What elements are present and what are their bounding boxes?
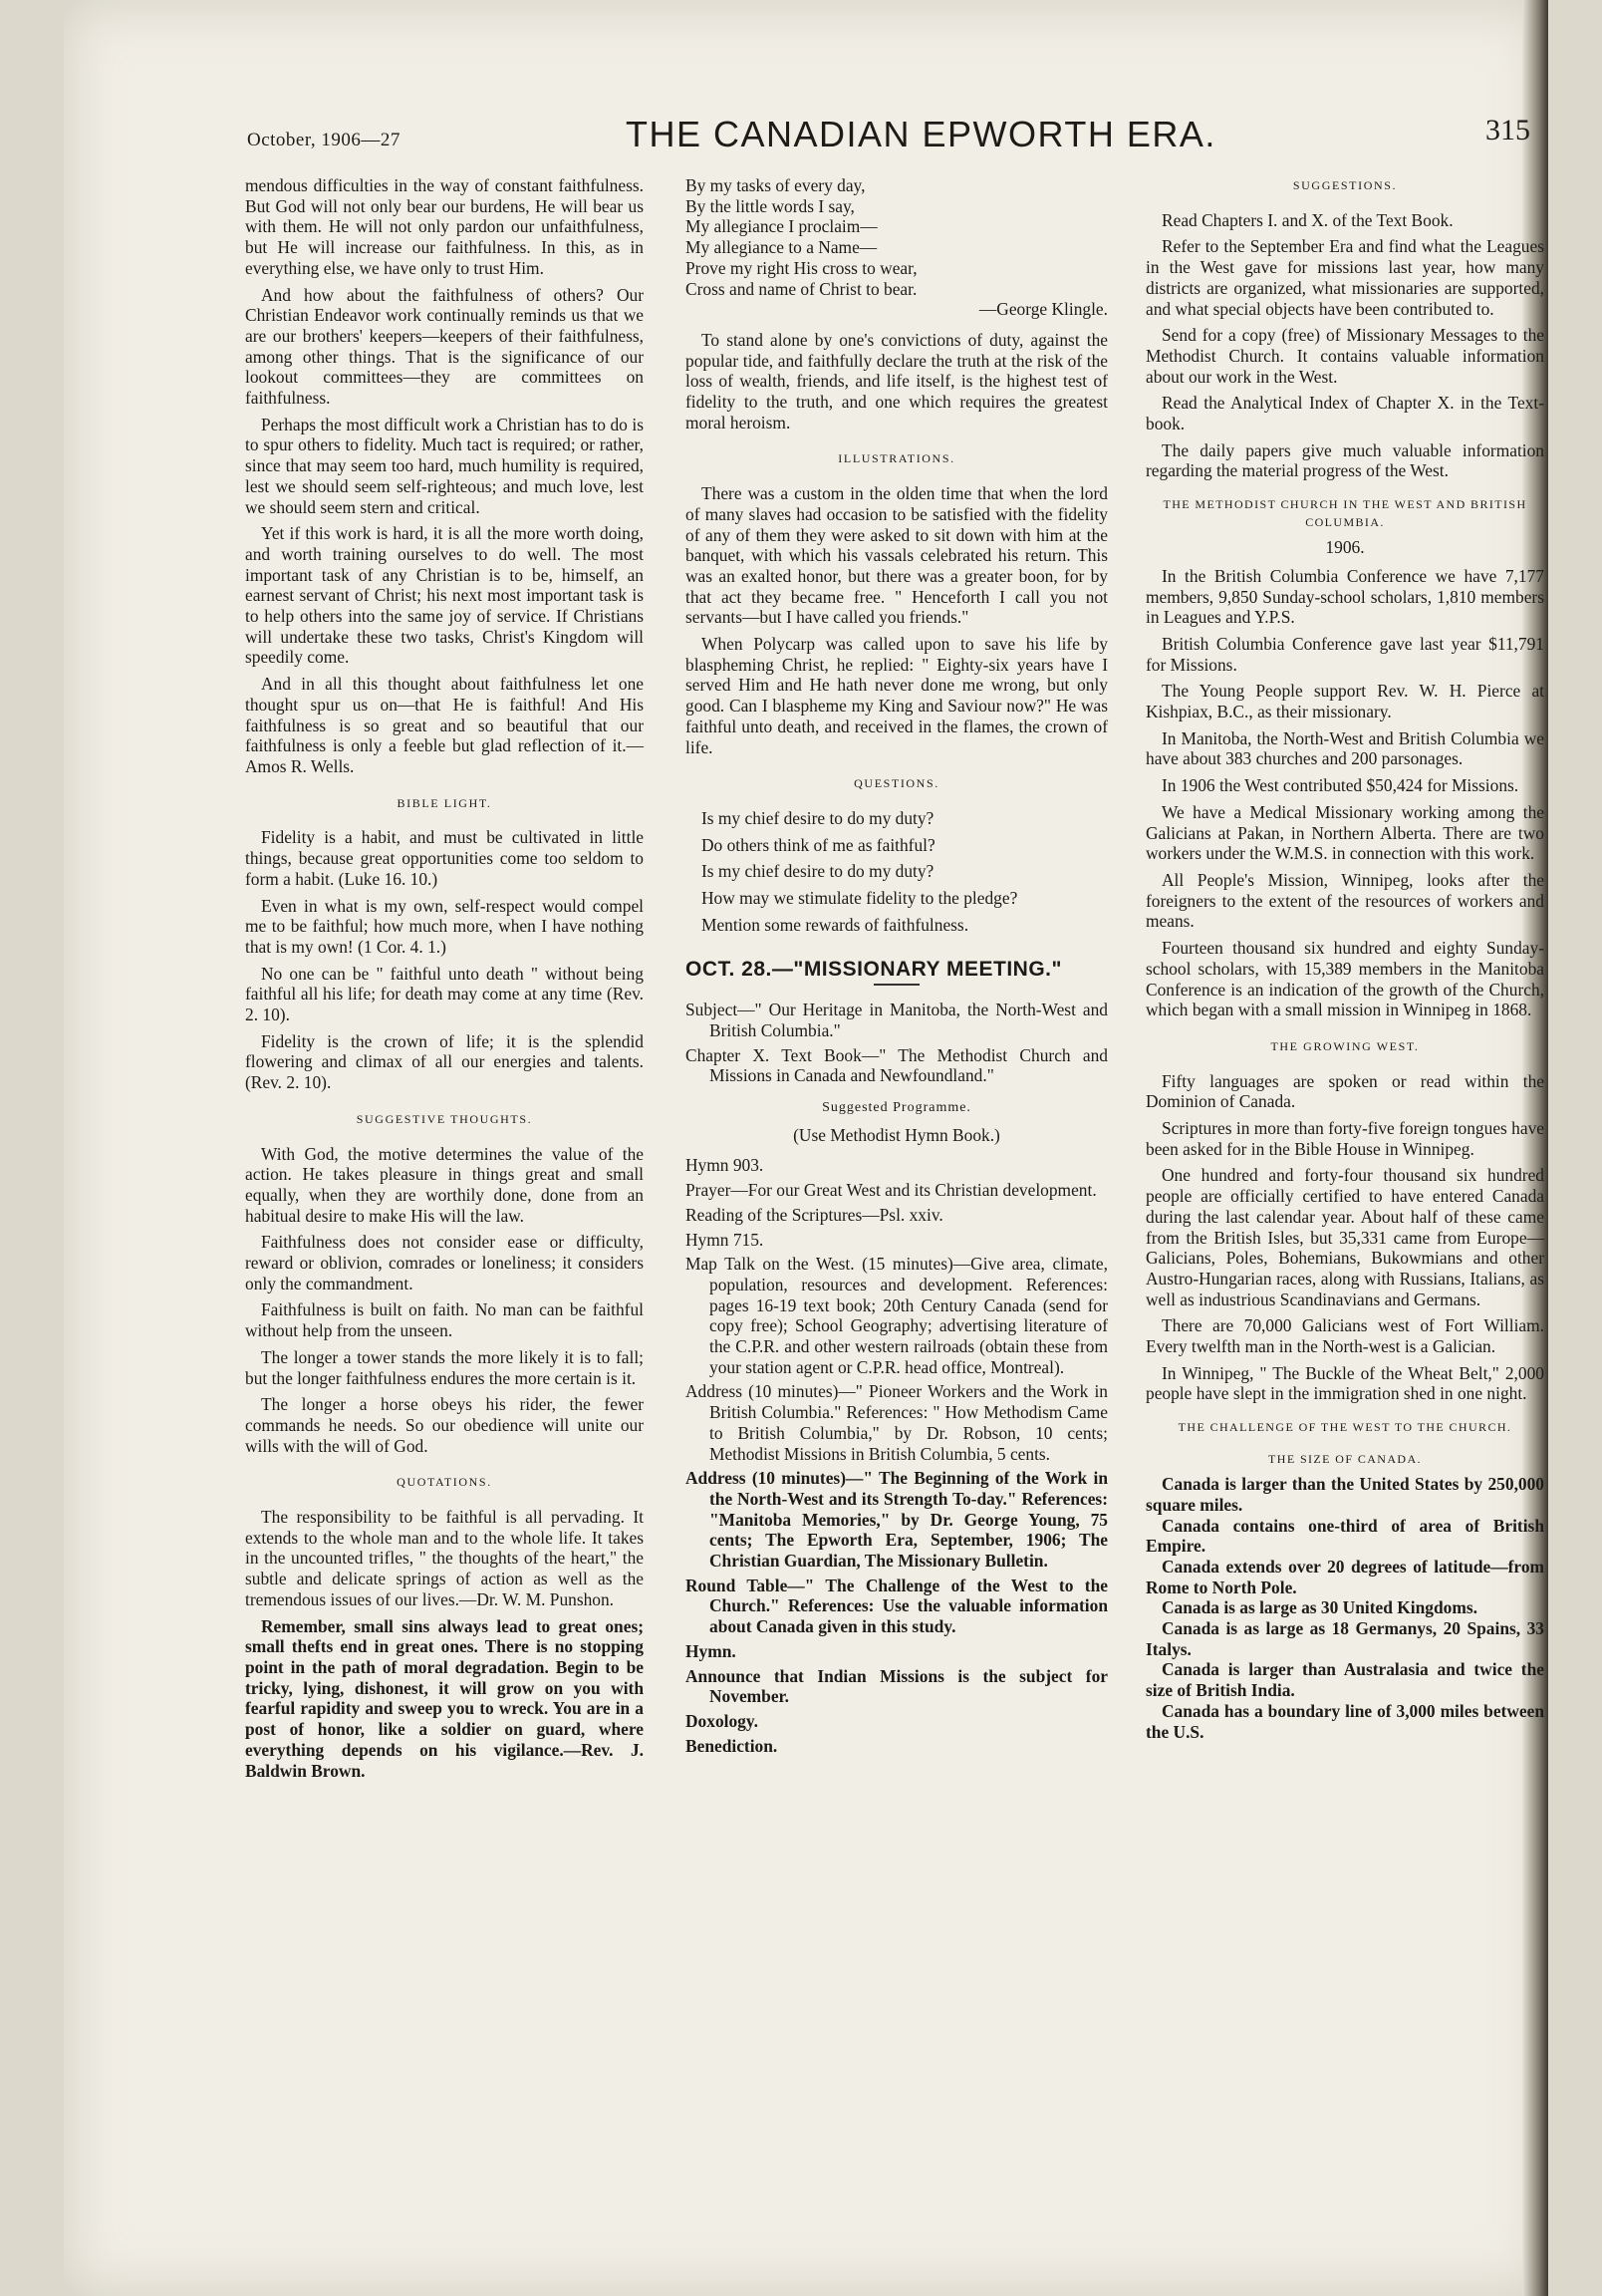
hymn-book-note: (Use Methodist Hymn Book.) — [793, 1124, 1000, 1145]
paragraph: We have a Medical Missionary working among the Galicians at Pakan, in Northern Alberta. There are two workers under the W.M.S. in connection with this work. — [1146, 801, 1544, 864]
paragraph: To stand alone by one's convictions of duty, against the popular tide, and faithfully declare the truth at the risk of the loss of wealth, friends, and life itself, is the highest test of fidelity to the truth, and one which requires the greatest moral heroism. — [685, 329, 1108, 432]
verse-line: Cross and name of Christ to bear. — [685, 278, 918, 299]
programme-item: Prayer—For our Great West and its Christian development. — [685, 1180, 1097, 1201]
programme-item: Hymn. — [685, 1640, 736, 1661]
paragraph: In the British Columbia Conference we have 7,177 members, 9,850 Sunday-school scholars, 1,810 members in Leagues and Y.P.S. — [1146, 565, 1544, 628]
paragraph: Send for a copy (free) of Missionary Messages to the Methodist Church. It contains valuable information about our work in the West. — [1146, 325, 1544, 387]
paragraph: Canada is larger than the United States by 250,000 square miles. — [1146, 1474, 1544, 1515]
paragraph: In 1906 the West contributed $50,424 for Missions. — [1162, 775, 1519, 796]
paragraph: Canada has a boundary line of 3,000 miles between the U.S. — [1146, 1700, 1544, 1742]
paragraph: British Columbia Conference gave last year $11,791 for Missions. — [1146, 633, 1544, 675]
meeting-chapter: Chapter X. Text Book—" The Methodist Church and Missions in Canada and Newfoundland." — [685, 1044, 1108, 1086]
question: Mention some rewards of faithfulness. — [701, 914, 969, 935]
paragraph: Remember, small sins always lead to great ones; small thefts end in great ones. There is no stopping point in the path of moral degradation. Begin to be tricky, lying, dishonest, it will grow on you with fearful rapidity and sweep you to wreck. You are in a post of honor, like a soldier on guard, where everything depends on his vigilance.—Rev. J. Baldwin Brown. — [245, 1615, 644, 1781]
verse-attribution: —George Klingle. — [978, 299, 1108, 320]
programme-item: Address (10 minutes)—" The Beginning of the Work in the North-West and its Strength To-day." References: "Manitoba Memories," by Dr. George Young, 75 cents; The Epworth Era, September, 1906; The Christian Guardian, The Missionary Bulletin. — [685, 1468, 1108, 1572]
section-heading-quotations: QUOTATIONS. — [397, 1475, 492, 1490]
paragraph: And in all this thought about faithfulness let one thought spur us on—that He is faithful! And His faithfulness is so great and so beautiful that our faithfulness is only a feeble but glad reflection of it.—Amos R. Wells. — [245, 674, 644, 776]
paragraph: Perhaps the most difficult work a Christian has to do is to spur others to fidelity. Much tact is required; or rather, since that may seem too hard, much humility is required, lest we should seem self-righteous; and much love, lest we should seem stern and critical. — [245, 414, 644, 517]
section-year: 1906. — [1325, 537, 1365, 558]
programme-item: Announce that Indian Missions is the subject for November. — [685, 1665, 1108, 1707]
paragraph: Fidelity is a habit, and must be cultivated in little things, because great opportunities come too seldom to form a habit. (Luke 16. 10.) — [245, 827, 644, 889]
paragraph: Canada is as large as 18 Germanys, 20 Spains, 33 Italys. — [1146, 1618, 1544, 1659]
verse-line: Prove my right His cross to wear, — [685, 257, 918, 278]
section-heading-bible-light: BIBLE LIGHT. — [397, 795, 492, 810]
paragraph: The daily papers give much valuable information regarding the material progress of the West. — [1146, 439, 1544, 481]
paragraph: The responsibility to be faithful is all pervading. It extends to the whole man and to the whole life. It takes in the uncounted trifles, " the thoughts of the heart," the subtle and delicate springs of action as well as the tremendous issues of our lives.—Dr. W. M. Punshon. — [245, 1507, 644, 1609]
paragraph: When Polycarp was called upon to save his life by blaspheming Christ, he replied: " Eighty-six years have I served Him and He hath never done me wrong, but only good. Can I blaspheme my King and Saviour now?" He was faithful unto death, and received in the flames, the crown of life. — [685, 634, 1108, 757]
section-heading-size-of-canada: THE SIZE OF CANADA. — [1268, 1452, 1422, 1467]
section-heading-methodist-church: THE METHODIST CHURCH IN THE WEST AND BRITISH COLUMBIA. — [1163, 497, 1527, 530]
paragraph: Scriptures in more than forty-five foreign tongues have been asked for in the Bible House in Winnipeg. — [1146, 1118, 1544, 1159]
verse-line: My allegiance I proclaim— — [685, 216, 878, 237]
paragraph: No one can be " faithful unto death " without being faithful all his life; for death may come at any time (Rev. 2. 10). — [245, 963, 644, 1025]
issue-date: October, 1906—27 — [247, 130, 400, 150]
programme-item: Hymn 903. — [685, 1155, 764, 1176]
paragraph: The longer a tower stands the more likely it is to fall; but the longer faithfulness endures the more certain is it. — [245, 1346, 644, 1388]
page — [64, 0, 1548, 2296]
paragraph: Read Chapters I. and X. of the Text Book. — [1162, 209, 1454, 230]
paragraph: Fifty languages are spoken or read within the Dominion of Canada. — [1146, 1070, 1544, 1112]
paragraph: In Manitoba, the North-West and British Columbia we have about 383 churches and 200 parsonages. — [1146, 727, 1544, 769]
paragraph: One hundred and forty-four thousand six hundred people are officially certified to have entered Canada during the last calendar year. About half of these came from the British Isles, but 35,331 came from Europe—Galicians, Poles, Bohemians, Bukowmians and other Austro-Hungarian races, along with Russians, Italians, as well as industrious Scandinavians and Germans. — [1146, 1165, 1544, 1309]
paragraph: Faithfulness does not consider ease or difficulty, reward or oblivion, comrades or loneliness; it considers only the commandment. — [245, 1232, 644, 1293]
programme-item: Map Talk on the West. (15 minutes)—Give area, climate, population, resources and development. References: pages 16-19 text book; 20th Century Canada (send for copy free); School Geography; advertising literature of the C.P.R. and other western railroads (obtain these from your station agent or C.P.R. head office, Montreal). — [685, 1254, 1108, 1377]
paragraph: Canada extends over 20 degrees of latitude—from Rome to North Pole. — [1146, 1556, 1544, 1597]
programme-item: Hymn 715. — [685, 1229, 764, 1250]
paragraph: All People's Mission, Winnipeg, looks after the foreigners to the extent of the resources of workers and means. — [1146, 869, 1544, 932]
section-heading-suggestions: SUGGESTIONS. — [1292, 178, 1398, 192]
question: Is my chief desire to do my duty? — [701, 861, 934, 882]
page-number: 315 — [1485, 114, 1530, 146]
verse-line: By my tasks of every day, — [685, 175, 866, 195]
paragraph: Canada contains one-third of area of British Empire. — [1146, 1515, 1544, 1557]
section-heading-illustrations: ILLUSTRATIONS. — [838, 451, 955, 466]
programme-item: Reading of the Scriptures—Psl. xxiv. — [685, 1204, 943, 1225]
programme-heading: Suggested Programme. — [822, 1100, 971, 1116]
paragraph: There are 70,000 Galicians west of Fort William. Every twelfth man in the North-west is a Galician. — [1146, 1315, 1544, 1357]
paragraph: Fidelity is the crown of life; it is the splendid flowering and climax of all our energies and talents. (Rev. 2. 10). — [245, 1030, 644, 1093]
verse-line: By the little words I say, — [685, 195, 855, 216]
paragraph: Canada is larger than Australasia and twice the size of British India. — [1146, 1659, 1544, 1701]
column-3 — [1146, 175, 1544, 1742]
paragraph: Even in what is my own, self-respect would compel me to be faithful; how much more, when I have nothing that is my own! (1 Cor. 4. 1.) — [245, 895, 644, 957]
paragraph: The Young People support Rev. W. H. Pierce at Kishpiax, B.C., as their missionary. — [1146, 681, 1544, 722]
paragraph: And how about the faithfulness of others? Our Christian Endeavor work continually reminds us that we are our brothers' keepers—keepers of their faithfulness, among other things. That is the significance of our lookout committees—they are committees on faithfulness. — [245, 284, 644, 409]
divider — [874, 984, 920, 986]
programme-item: Benediction. — [685, 1735, 778, 1756]
paragraph: Read the Analytical Index of Chapter X. in the Text-book. — [1146, 393, 1544, 434]
programme-item: Round Table—" The Challenge of the West to the Church." References: Use the valuable information about Canada given in this study. — [685, 1575, 1108, 1637]
section-heading-growing-west: THE GROWING WEST. — [1270, 1038, 1420, 1053]
paragraph: Canada is as large as 30 United Kingdoms. — [1162, 1597, 1477, 1618]
page-header — [247, 108, 1542, 167]
paragraph: In Winnipeg, " The Buckle of the Wheat Belt," 2,000 people have slept in the immigration shed in one night. — [1146, 1362, 1544, 1404]
column-2 — [685, 175, 1108, 1760]
verse-line: My allegiance to a Name— — [685, 237, 878, 258]
paragraph: Refer to the September Era and find what the Leagues in the West gave for missions last year, how many districts are organized, what missionaries are supported, and what special objects have been contributed to. — [1146, 236, 1544, 319]
question: Is my chief desire to do my duty? — [701, 807, 934, 828]
section-heading-challenge: THE CHALLENGE OF THE WEST TO THE CHURCH. — [1178, 1420, 1512, 1435]
paragraph: There was a custom in the olden time that when the lord of many slaves had occasion to be satisfied with the fidelity of any of them they were asked to sit down with him at the banquet, with which his vassals celebrated his return. This was an exalted honor, but there was a greater boon, for by that act they became free. " Henceforth I call you not servants—but I have called you friends." — [685, 483, 1108, 628]
column-1 — [245, 175, 644, 1787]
programme-item: Doxology. — [685, 1711, 758, 1731]
section-heading-questions: QUESTIONS. — [854, 776, 939, 791]
page-title: THE CANADIAN EPWORTH ERA. — [626, 114, 1216, 154]
meeting-subject: Subject—" Our Heritage in Manitoba, the North-West and British Columbia." — [685, 1000, 1108, 1040]
programme-item: Address (10 minutes)—" Pioneer Workers and the Work in British Columbia." References: " How Methodism Came to British Columbia," by Dr. Robson, 10 cents; Methodist Missions in British Columbia, 5 cents. — [685, 1381, 1108, 1464]
paragraph: With God, the motive determines the value of the action. He takes pleasure in things great and small equally, when they are worthily done, done from an habitual desire to make His will the law. — [245, 1143, 644, 1226]
paragraph: mendous difficulties in the way of constant faithfulness. But God will not only bear our burdens, He will bear us with them. He will not only pardon our unfaithfulness, but He will increase our faithfulness. In this, as in everything else, we have only to trust Him. — [245, 175, 644, 278]
question: How may we stimulate fidelity to the pledge? — [701, 888, 1018, 909]
section-heading-suggestive-thoughts: SUGGESTIVE THOUGHTS. — [356, 1111, 533, 1126]
question: Do others think of me as faithful? — [701, 834, 935, 855]
paragraph: The longer a horse obeys his rider, the fewer commands he needs. So our obedience will unite our wills with the will of God. — [245, 1394, 644, 1456]
meeting-heading: OCT. 28.—"MISSIONARY MEETING." — [685, 957, 1062, 981]
paragraph: Yet if this work is hard, it is all the more worth doing, and worth training ourselves to do well. The most important task of any Christian is to be, himself, an earnest servant of Christ; his next most important task is to help others into the same joy of service. If Christians will undertake these two tasks, Christ's Kingdom will speedily come. — [245, 523, 644, 668]
paragraph: Faithfulness is built on faith. No man can be faithful without help from the unseen. — [245, 1299, 644, 1341]
paragraph: Fourteen thousand six hundred and eighty Sunday-school scholars, with 15,389 members in the Manitoba Conference is an indication of the growth of the Church, which began with a small mission in Winnipeg in 1868. — [1146, 938, 1544, 1020]
